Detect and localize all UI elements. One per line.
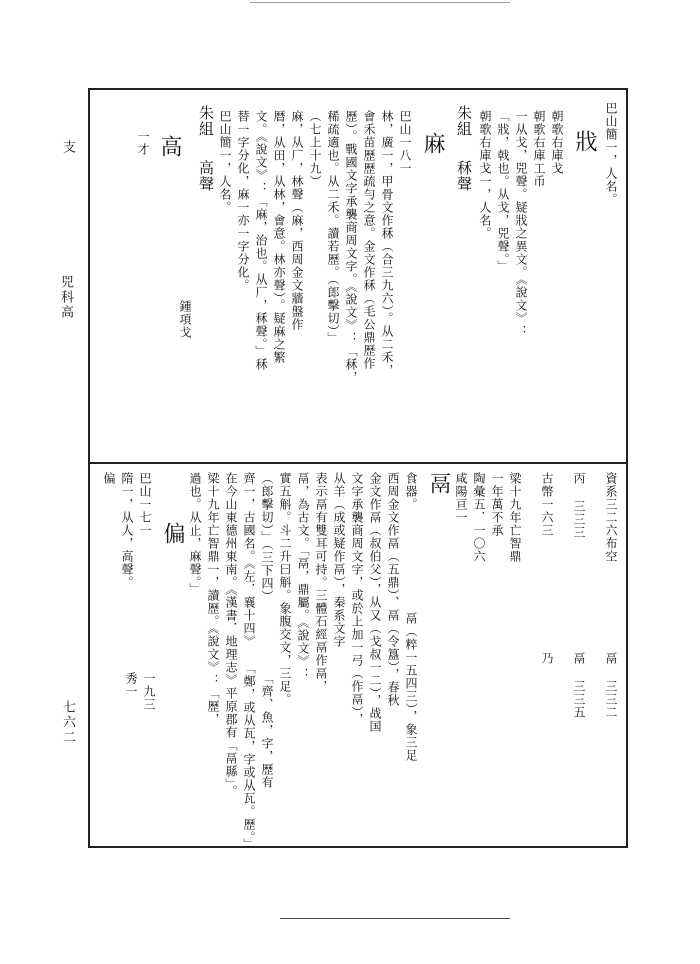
margin-left-top: 支 <box>60 140 75 155</box>
entry3-line-20: 梁十九年亡智鼎 <box>508 472 522 563</box>
entry3-line-33: 秀一 <box>124 672 138 698</box>
entry1-line-9: 秝聲 <box>455 160 473 192</box>
entry2-heading: 麻 <box>420 132 445 155</box>
entry2-line-14: 高聲 <box>197 160 215 192</box>
entry1-line-3: 朝歌右庫戈 <box>550 110 564 175</box>
entry3-line-8: 鬲，為古文。「鬲，鼎屬。《說文》： <box>296 472 310 681</box>
upper-panel <box>90 90 626 464</box>
entry3-line-17: 古幣一六三 <box>540 472 554 537</box>
entry1-line-1: 巴山簡一，人名。 <box>604 102 618 206</box>
entry2-line-2: 巴山一八一 <box>398 110 412 175</box>
entry2-line-16: 一才 <box>136 130 150 156</box>
entry3-line-15: 鬲 三三二 <box>604 652 618 719</box>
entry2-line-13: 朱組 <box>197 105 215 137</box>
entry1-line-4: 朝歌右庫工币 <box>532 110 546 188</box>
entry3-line-5: 文字承襲商周文字，或於上加一弓（作鬲）， <box>350 472 364 726</box>
top-rule <box>250 2 510 3</box>
entry3-line-30: 隋一，从人，高聲。 <box>120 472 134 589</box>
margin-page-number: 七六二 <box>60 700 75 745</box>
entry3-line-2: 鬲（粹一五四三），象三足 <box>404 612 418 762</box>
entry3-line-7: 表示鬲有雙耳可持。三體石經鬲作鬲， <box>314 472 328 693</box>
entry3-line-1: 食器。 <box>404 472 418 511</box>
entry1-line-7: 朝歌右庫戈一，人名。 <box>478 110 492 240</box>
entry3-line-23: 咸陽亘一 <box>454 472 468 524</box>
entry2-line-8: 麻，从厂，林聲（麻，西周金文牆盤作 <box>290 110 304 331</box>
page-frame <box>88 88 628 851</box>
entry3-line-12: 「鄭，或从瓦，字或从瓦。歷。」 <box>242 662 256 851</box>
entry3-line-22: 陶彙五．一〇六 <box>472 472 486 563</box>
entry3-line-6: 从羊（成或疑作鬲），秦系文字 <box>332 472 346 648</box>
entry2-line-3: 林，廣一，甲骨文作秝（合三九六）。从二禾， <box>380 110 394 377</box>
entry2-line-4: 會禾苗歷歷疏勻之意。金文作秝（毛公鼎歷作 <box>362 110 376 370</box>
entry3-line-25: 在今山東德州東南。《漢書．地理志》平原郡有「鬲縣」。 <box>224 472 238 798</box>
entry2-line-5: 歷）。戰國文字承襲商周文字。《說文》：「秝， <box>344 110 358 384</box>
entry3-line-29: 巴山一七一 <box>138 472 152 537</box>
entry3-line-21: 一年萬不承 <box>490 472 504 537</box>
entry1-heading: 戕 <box>572 130 597 153</box>
entry1-line-5: 一从戈，兕聲。疑戕之異文。《說文》： <box>514 110 528 338</box>
margin-left-mid: 兕科高 <box>58 275 73 320</box>
entry3-line-10: （郎擊切）」（三下四） <box>260 472 274 603</box>
entry2-heading-2: 高 <box>157 135 182 158</box>
entry3-line-11: 齊一，古國名。《左．襄十四》 <box>242 472 256 648</box>
entry3-line-31: 偏 <box>102 472 116 485</box>
entry3-line-4: 金文作鬲（叔伯父），从又（戈叔一二），战国 <box>368 472 382 733</box>
entry2-line-17: 鍾項戈 <box>178 300 192 339</box>
entry3-line-26: 梁十九年亡智鼎一，讀歷。《說文》：「歷， <box>206 472 220 726</box>
entry3-line-9: 實五斛。斗二升曰斛。象腹交文，三足。 <box>278 472 292 706</box>
entry2-line-10: 文。《說文》：「麻，治也。从厂，秝聲。」秝 <box>254 110 268 371</box>
entry3-line-18: 乃 <box>540 652 554 665</box>
bottom-rule <box>280 918 510 919</box>
entry3-heading-2: 偏 <box>160 522 185 545</box>
entry2-line-11: 替一字分化，麻一亦一字分化。 <box>236 110 250 292</box>
entry1-line-6: 「戕，戟也。从戈，兕聲。」 <box>496 110 510 273</box>
entry2-line-9: 暦，从田，从林，會意。林亦聲）。疑麻之繁 <box>272 110 286 364</box>
entry1-line-8: 朱組 <box>455 105 473 137</box>
entry2-line-6: 稀疏適也。从二禾。讀若歷。（郎擊切）」 <box>326 110 340 345</box>
entry3-line-14: 資系三二六布空 <box>604 472 618 563</box>
lower-panel <box>90 462 626 851</box>
entry3-line-13: 「齊、魚，字，歷有 <box>260 672 274 789</box>
entry3-line-27: 過也。从止，麻聲。」 <box>188 472 202 596</box>
entry3-heading: 鬲 <box>426 472 451 495</box>
entry3-line-19: 鬲 三三五 <box>572 652 586 719</box>
entry2-line-12: 巴山簡一，人名。 <box>218 110 232 214</box>
entry3-line-3: 西周金文作鬲（五鼎）、鬲（令簋），春秋 <box>386 472 400 707</box>
entry3-line-32: 一九三 <box>142 672 156 711</box>
entry2-line-7: （七上十九） <box>308 110 322 188</box>
entry3-line-16: 丙 三三三 <box>572 472 586 539</box>
